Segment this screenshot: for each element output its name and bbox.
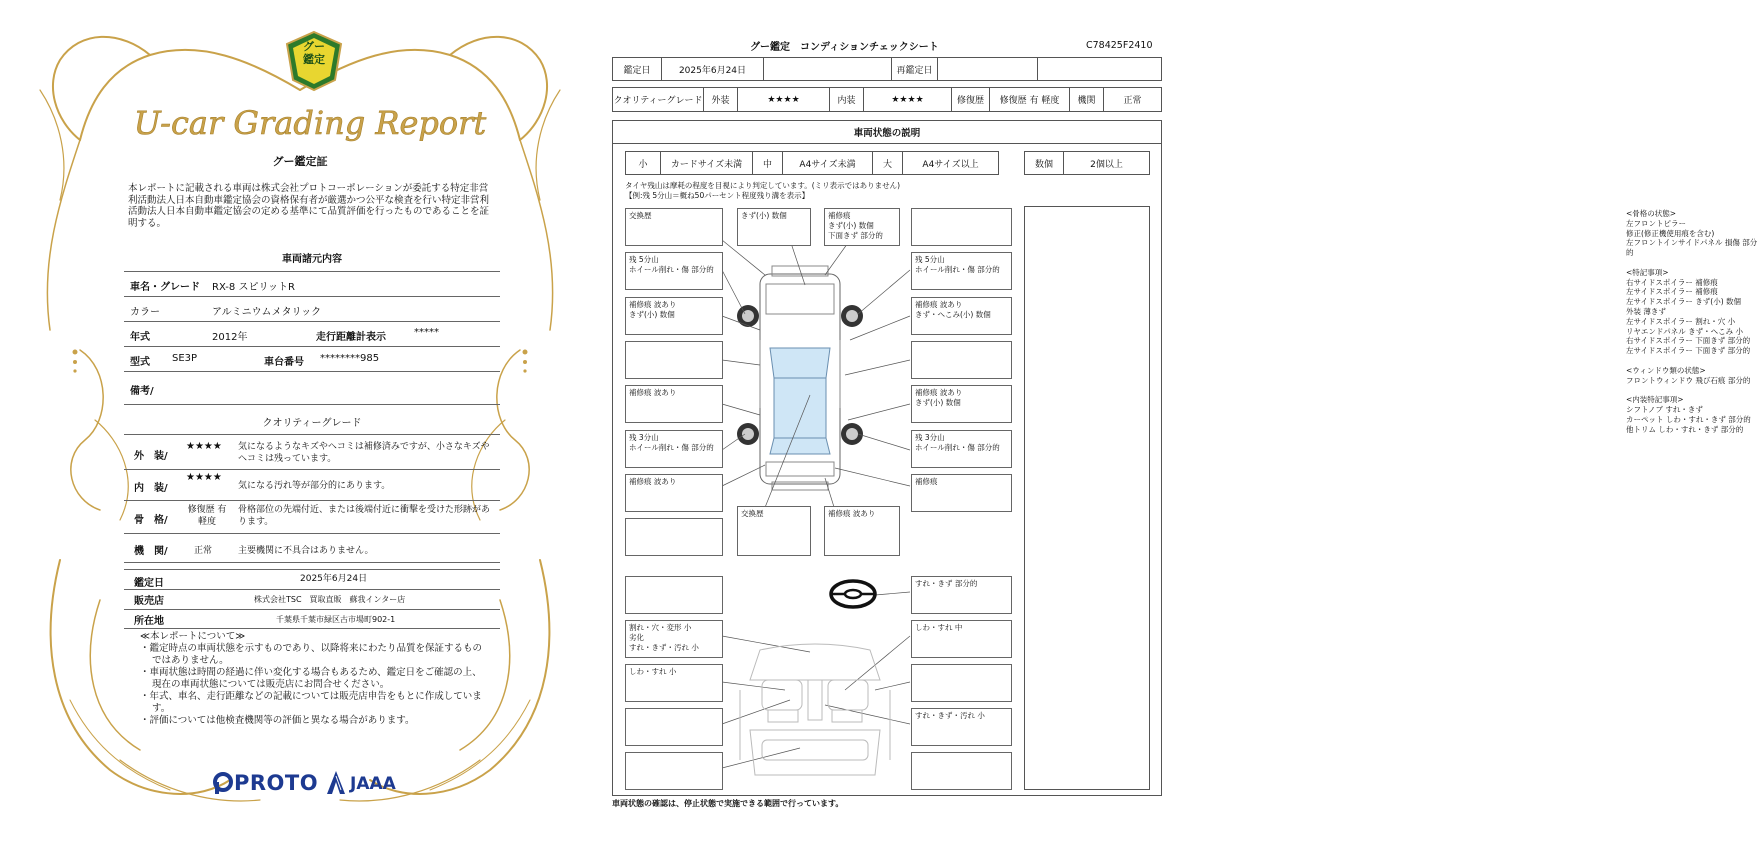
date-label: 鑑定日 bbox=[623, 65, 651, 76]
date-label: 鑑定日 bbox=[134, 578, 164, 589]
size-medium-desc: A4サイズ未満 bbox=[782, 152, 872, 174]
steering-wheel-icon bbox=[828, 578, 878, 610]
note-rear-left: 補修痕 波あり bbox=[625, 474, 723, 512]
jaaa-logo-text: JAAA bbox=[350, 774, 396, 794]
spec-row-color bbox=[124, 296, 500, 320]
note-item: ・年式、車名、走行距離などの記載については販売店申告をもとに作成しています。 bbox=[140, 691, 482, 714]
footer-row-date bbox=[124, 569, 500, 589]
note-rear-far-left bbox=[625, 518, 723, 556]
size-small: 小 bbox=[638, 159, 648, 170]
engine-text: 主要機関に不具合はありません。 bbox=[238, 546, 374, 556]
quality-row-interior bbox=[124, 469, 500, 499]
quality-row-engine bbox=[124, 533, 500, 563]
size-large: 大 bbox=[872, 152, 902, 174]
note-rear-center-right: 補修痕 波あり bbox=[824, 506, 900, 556]
note-front-right: 補修痕 きず(小) 数個 下面きず 部分的 bbox=[824, 208, 900, 246]
sheet-title: グー鑑定 コンディションチェックシート bbox=[750, 42, 939, 53]
spec-title: 車両諸元内容 bbox=[282, 254, 342, 265]
remarks-label: 備考/ bbox=[130, 386, 154, 397]
condition-details-box bbox=[1024, 206, 1150, 790]
date-value: 2025年6月24日 bbox=[661, 58, 763, 80]
script-title bbox=[133, 94, 487, 150]
date-value: 2025年6月24日 bbox=[300, 574, 368, 584]
note-rear-seat-r bbox=[911, 752, 1012, 790]
note-dashboard: 割れ・穴・変形 小 劣化 すれ・きず・汚れ 小 bbox=[625, 620, 723, 658]
note-door-fr bbox=[911, 341, 1012, 379]
proto-logo-text: PROTO bbox=[234, 771, 319, 795]
address-label: 所在地 bbox=[134, 616, 164, 627]
mileage-value: ***** bbox=[414, 327, 439, 338]
footer-row-address bbox=[124, 609, 500, 629]
note-tire-fr: 残 5分山 ホイール削れ・傷 部分的 bbox=[911, 252, 1012, 290]
address-value: 千葉県千葉市緑区古市場町902-1 bbox=[276, 615, 396, 624]
interior-label: 内 装/ bbox=[134, 483, 168, 494]
note-item: ・鑑定時点の車両状態を示すものであり、以降将来にわたり品質を保証するものではありません。 bbox=[140, 643, 483, 666]
section-title: 車両状態の説明 bbox=[612, 120, 1162, 144]
size-medium: 中 bbox=[752, 152, 782, 174]
name-label: 車名・グレード bbox=[130, 282, 200, 293]
note-fender-l: 補修痕 波あり きず(小) 数個 bbox=[625, 297, 723, 335]
note-front-center: きず(小) 数個 bbox=[737, 208, 811, 246]
interior-stars: ★★★★ bbox=[186, 472, 222, 483]
note-steering: すれ・きず 部分的 bbox=[911, 576, 1012, 614]
exterior-text: 気になるようなキズやヘコミは補修済みですが、小さなキズやヘコミは残っています。 bbox=[238, 442, 490, 464]
quality-title: クオリティーグレード bbox=[262, 418, 362, 429]
shop-label: 販売店 bbox=[134, 596, 164, 607]
exterior-stars: ★★★★ bbox=[186, 441, 222, 452]
spec-row-model bbox=[124, 346, 500, 370]
notes-title: ≪本レポートについて≫ bbox=[140, 631, 246, 642]
chassis-value: ********985 bbox=[320, 353, 380, 364]
sheet-code: C78425F2410 bbox=[1086, 40, 1153, 51]
year-label: 年式 bbox=[130, 332, 150, 343]
model-label: 型式 bbox=[130, 357, 150, 368]
tire-note-1: タイヤ残山は摩耗の程度を目視により判定しています。(ミリ表示ではありません) bbox=[625, 181, 901, 190]
script-title-text: U-car Grading Report bbox=[133, 104, 487, 142]
note-front-far-right bbox=[911, 208, 1012, 246]
quality-row-frame bbox=[124, 500, 500, 532]
note-door-rr: 補修痕 波あり きず(小) 数個 bbox=[911, 385, 1012, 423]
intro-text: 本レポートに記載される車両は株式会社プロトコーポレーションが委託する特定非営利活動法人日本自動車鑑定協会の資格保有者が厳選かつ公平な検査を行い特定非営利活動法人日本自動車鑑定協会の定める基準にて品質評価を行ったものであることを証明する。 bbox=[128, 183, 490, 229]
interior-text: 気になる汚れ等が部分的にあります。 bbox=[238, 481, 391, 491]
note-interior-3 bbox=[625, 708, 723, 746]
spec-row-year bbox=[124, 321, 500, 345]
note-seat-fr: しわ・すれ 中 bbox=[911, 620, 1012, 658]
engine-value: 正常 bbox=[1103, 88, 1161, 111]
name-value: RX-8 スピリットR bbox=[212, 282, 295, 293]
report-notes bbox=[140, 631, 490, 727]
tire-note-2: 【例:残 5分山＝概ね50パーセント程度残り溝を表示】 bbox=[625, 191, 810, 200]
repair-value: 修復歴 有 軽度 bbox=[989, 88, 1069, 111]
note-tire-rr: 残 3分山 ホイール削れ・傷 部分的 bbox=[911, 430, 1012, 468]
repair-label: 修復歴 bbox=[951, 88, 989, 111]
bottom-note: 車両状態の確認は、停止状態で実施できる範囲で行っています。 bbox=[612, 799, 844, 808]
note-tire-fl: 残 5分山 ホイール削れ・傷 部分的 bbox=[625, 252, 723, 290]
qg-label: クオリティーグレード bbox=[613, 96, 703, 106]
engine-value: 正常 bbox=[194, 546, 213, 556]
note-item: ・車両状態は時間の経過に伴い変化する場合もあるため、鑑定日をご確認の上、現在の車両状態については販売店にお問合せください。 bbox=[140, 667, 482, 690]
note-console: すれ・きず・汚れ 小 bbox=[911, 708, 1012, 746]
color-value: アルミニウムメタリック bbox=[212, 307, 322, 318]
proto-logo-icon bbox=[212, 772, 232, 796]
car-interior-diagram bbox=[740, 640, 890, 785]
note-item: ・評価については他検査機関等の評価と異なる場合があります。 bbox=[140, 715, 415, 726]
note-tire-rl: 残 3分山 ホイール削れ・傷 部分的 bbox=[625, 430, 723, 468]
badge-text: グー 鑑定 bbox=[303, 40, 325, 66]
condition-check-sheet bbox=[600, 0, 1758, 848]
note-door-fl bbox=[625, 341, 723, 379]
re-date-label: 再鑑定日 bbox=[891, 58, 937, 80]
ext-value: ★★★★ bbox=[737, 88, 829, 111]
frame-text: 骨格部位の先端付近、または後端付近に衝撃を受けた形跡があります。 bbox=[238, 505, 491, 527]
note-door-rl: 補修痕 波あり bbox=[625, 385, 723, 423]
int-value: ★★★★ bbox=[863, 88, 951, 111]
note-interior-1 bbox=[625, 576, 723, 614]
spec-row-name bbox=[124, 271, 500, 295]
engine-label: 機関 bbox=[1069, 88, 1103, 111]
chassis-label: 車台番号 bbox=[264, 357, 304, 368]
size-small-desc: カードサイズ未満 bbox=[660, 152, 752, 174]
spec-row-remarks bbox=[124, 371, 500, 405]
shop-value: 株式会社TSC 買取直販 蘇我インター店 bbox=[254, 595, 406, 604]
model-value: SE3P bbox=[172, 353, 198, 364]
frame-label: 骨 格/ bbox=[134, 515, 168, 526]
count-label: 数個 bbox=[1034, 159, 1053, 170]
footer-row-shop bbox=[124, 589, 500, 609]
year-value: 2012年 bbox=[212, 332, 248, 343]
note-rear-center: 交換歴 bbox=[737, 506, 811, 556]
note-interior-2 bbox=[911, 664, 1012, 702]
note-fender-r: 補修痕 波あり きず・へこみ(小) 数個 bbox=[911, 297, 1012, 335]
note-seat-fl: しわ・すれ 小 bbox=[625, 664, 723, 702]
ext-label: 外装 bbox=[703, 88, 737, 111]
engine-label: 機 関/ bbox=[134, 546, 168, 557]
note-front-left: 交換歴 bbox=[625, 208, 723, 246]
count-desc: 2個以上 bbox=[1063, 152, 1149, 174]
doc-title: グー鑑定証 bbox=[272, 155, 328, 168]
frame-value: 修復歴 有 軽度 bbox=[187, 505, 227, 527]
color-label: カラー bbox=[130, 307, 160, 318]
size-large-desc: A4サイズ以上 bbox=[902, 152, 998, 174]
quality-row-exterior bbox=[124, 434, 500, 468]
note-rear-seat-l bbox=[625, 752, 723, 790]
grading-certificate bbox=[0, 0, 600, 848]
int-label: 内装 bbox=[829, 88, 863, 111]
jaaa-logo-icon bbox=[326, 770, 346, 796]
exterior-label: 外 装/ bbox=[134, 451, 168, 462]
mileage-label: 走行距離計表示 bbox=[316, 332, 386, 343]
note-rear-right: 補修痕 bbox=[911, 474, 1012, 512]
condition-details-text: <骨格の状態> 左フロントピラー 修正(修正機使用痕を含む) 左フロントインサイドパネル 損傷 部分的 <特記事項> 右サイドスポイラー 補修痕 左サイドスポイラー 補修痕 左サイドスポイラー きず(小) 数個 外装 薄きず 左サイドスポイラー 割れ・穴 小 リヤエンドパネル きず・へこみ 小 右サイドスポイラー 下面きず 部分的 左サイドスポイラー 下面きず 部分的 <ウィンドウ類の状態> フロントウィンドウ 飛び石痕 部分的 <内装特記事項> シフトノブ すれ・きず カーペット しわ・すれ・きず 部分的 他トリム しわ・すれ・きず 部分的 bbox=[1626, 209, 1758, 434]
